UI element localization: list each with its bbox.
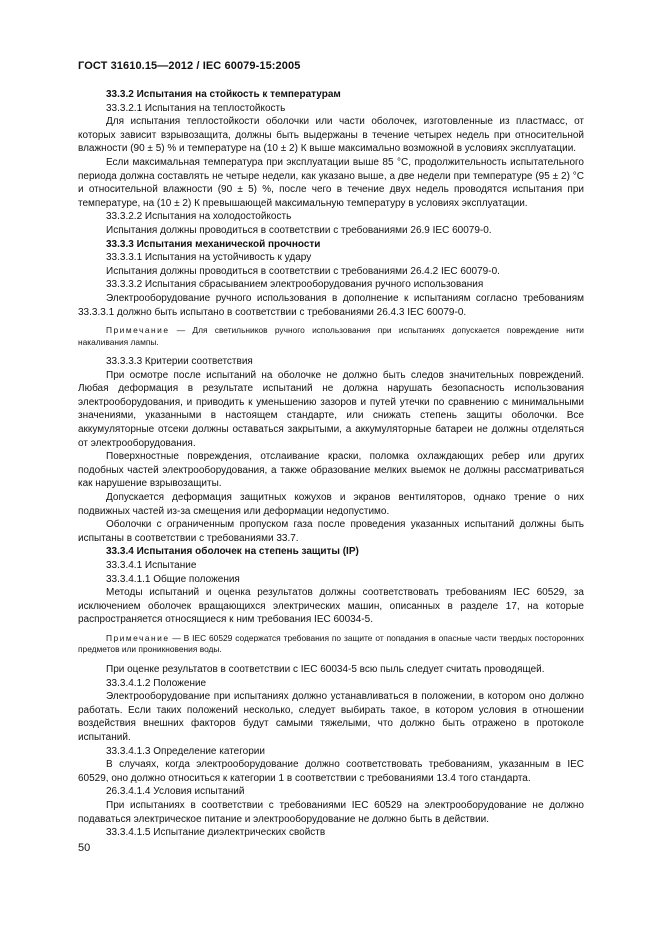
paragraph: При осмотре после испытаний на оболочке не должно быть следов значительных повреждений. Любая деформация в результате испытаний не должна нарушать безопасность использования электрооборудования, и приводить к уменьшению зазоров и путей утечки по сравнению с минимальными значениями, указанными в настоящем стандарте, или снижать степень защиты оболочки. Все аккумуляторные отсеки должны оставаться закрытыми, а аккумуляторные батареи не должны отделяться от электрооборудования. [78, 369, 584, 449]
paragraph: 33.3.2.1 Испытания на теплостойкость [106, 102, 286, 114]
paragraph: Электрооборудование ручного использования в дополнение к испытаниям согласно требованиям 33.3.3.1 должно быть испытано в соответствии с требованиями 26.4.3 IEC 60079-0. [78, 292, 584, 318]
section-heading: 33.3.4 Испытания оболочек на степень защиты (IP) [106, 546, 359, 558]
paragraph: 33.3.3.2 Испытания сбрасыванием электрооборудования ручного использования [106, 279, 484, 291]
section-heading: 33.3.3 Испытания механической прочности [106, 238, 321, 250]
note-text: — В IEC 60529 содержатся требования по защите от попадания в опасные части твердых посторонних предметов или проникновения воды. [78, 632, 584, 655]
paragraph: Электрооборудование при испытаниях должно устанавливаться в положении, в котором оно должно работать. Если таких положений несколько, следует выбирать такое, в котором условия в отношении воздействия внешних факторов будут самыми тяжелыми, что должно быть отражено в протоколе испытаний. [78, 691, 584, 743]
note-label: Примечание [106, 632, 170, 643]
paragraph: 33.3.4.1.2 Положение [106, 677, 207, 689]
page-number: 50 [78, 842, 91, 854]
paragraph: 26.3.4.1.4 Условия испытаний [106, 786, 245, 798]
paragraph: 33.3.3.3 Критерии соответствия [106, 356, 253, 368]
document-body [78, 88, 584, 840]
note-paragraph [78, 325, 584, 348]
note-label: Примечание [106, 325, 170, 336]
paragraph: При испытаниях в соответствии с требованиями IEC 60529 на электрооборудование не должно подаваться электрическое питание и электрооборудование не должно быть в действии. [78, 799, 584, 825]
paragraph: При оценке результатов в соответствии с IEC 60034-5 всю пыль следует считать проводящей. [106, 663, 545, 675]
paragraph: 33.3.4.1.3 Определение категории [106, 745, 265, 757]
paragraph: 33.3.4.1.5 Испытание диэлектрических свойств [106, 827, 326, 839]
paragraph: Если максимальная температура при эксплуатации выше 85 °С, продолжительность испытательного периода должна составлять не четыре недели, как указано выше, а две недели при температуре (95 ± 2) °С и относительной влажности (90 ± 5) %, после чего в течение двух недель проводятся испытания при температуре, на (10 ± 2) К превышающей максимальную температуру в условиях эксплуатации. [78, 156, 584, 209]
note-paragraph [78, 633, 584, 656]
paragraph: Испытания должны проводиться в соответствии с требованиями 26.4.2 IEC 60079-0. [106, 265, 500, 277]
paragraph: Оболочки с ограниченным пропуском газа после проведения указанных испытаний должны быть испытаны в соответствии с требованиями 33.7. [78, 519, 584, 544]
paragraph: 33.3.4.1 Испытание [106, 560, 197, 571]
paragraph: 33.3.3.1 Испытания на устойчивость к удару [106, 252, 312, 264]
section-heading: 33.3.2 Испытания на стойкость к температурам [106, 89, 341, 100]
paragraph: Поверхностные повреждения, отслаивание краски, поломка охлаждающих ребер или других подобных частей электрооборудования, а также образование мелких выемок не должны рассматриваться как нарушение взрывозащиты. [78, 451, 584, 490]
document-header: ГОСТ 31610.15—2012 / IEC 60079-15:2005 [78, 60, 301, 72]
paragraph: Испытания должны проводиться в соответствии с требованиями 26.9 IEC 60079-0. [106, 224, 492, 236]
paragraph: 33.3.4.1.1 Общие положения [106, 573, 240, 585]
paragraph: Допускается деформация защитных кожухов и экранов вентиляторов, однако трение о них подвижных частей из-за смещения или деформации недопустимо. [78, 492, 584, 517]
paragraph: Методы испытаний и оценка результатов должны соответствовать требованиям IEC 60529, за исключением оболочек вращающихся электрических машин, описанных в разделе 17, на которые распространяется относящиеся к ним требования IEC 60034-5. [78, 587, 584, 626]
paragraph: Для испытания теплостойкости оболочки или части оболочек, изготовленные из пластмасс, от которых зависит взрывозащита, должны быть выдержаны в течение четырех недель при относительной влажности (90 ± 5) % и температуре на (10 ± 2) К выше максимально возможной в условиях эксплуатации. [78, 116, 584, 155]
note-text: — Для светильников ручного использования при испытаниях допускается повреждение нити накаливания лампы. [78, 325, 584, 347]
paragraph: В случаях, когда электрооборудование должно соответствовать требованиям, указанным в IEC 60529, оно должно относиться к категории 1 в соответствии с требованиями 13.4 того стандарта. [78, 759, 584, 784]
paragraph: 33.3.2.2 Испытания на холодостойкость [106, 211, 292, 223]
